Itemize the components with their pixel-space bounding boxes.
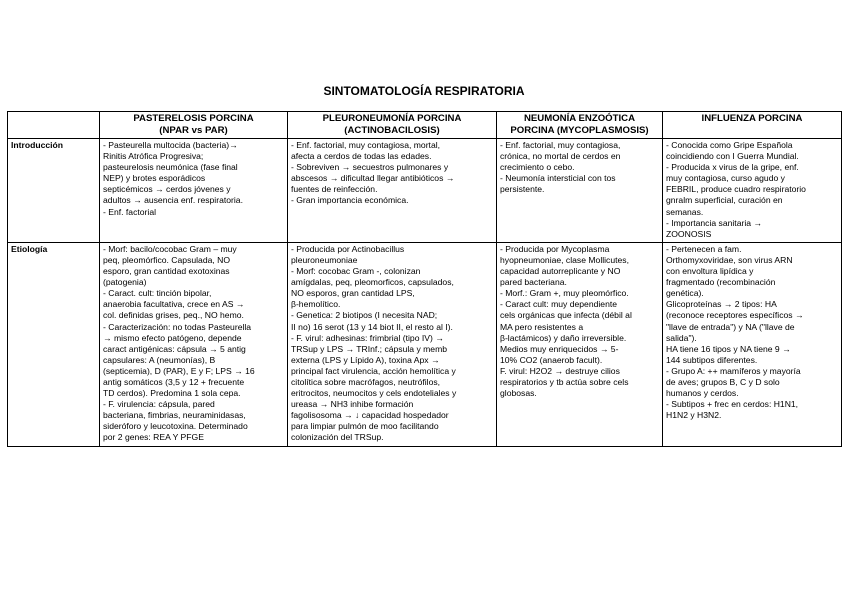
cell-text-line: β-lactámicos) y daño irreversible.: [500, 332, 627, 343]
cell-text-line: capsulares: A (neumonías), B: [103, 354, 216, 365]
cell-text-line: - Morf: bacilo/cocobac Gram – muy: [103, 243, 237, 254]
cell-text-line: por 2 genes: REA Y PFGE: [103, 432, 204, 443]
cell-text-line: respiratorios y tb actúa sobre cels: [500, 376, 629, 387]
cell-text-line: crónica, no mortal de cerdos en: [500, 151, 621, 162]
cell-text-line: MA pero resistentes a: [500, 321, 584, 332]
cell-text-line: (patogenia): [103, 277, 147, 288]
cell-text-line: - Gran importancia económica.: [291, 195, 409, 206]
cell-text-line: - Caract cult: muy dependiente: [500, 299, 618, 310]
cell-neumonia-enzootica: [497, 242, 663, 446]
cell-text-line: - Enf. factorial: [103, 206, 157, 217]
cell-text-line: caract antigénicas: cápsula → 5 antig: [103, 343, 246, 354]
cell-text-line: - Caract. cult: tinción bipolar,: [103, 288, 212, 299]
cell-text-line: - F. virul: adhesinas: frimbrial (tipo IV) →: [291, 332, 444, 343]
cell-text-line: gnralm superficial, curación en: [666, 195, 783, 206]
cell-text-line: citolítica sobre macrófagos, neutrófilos,: [291, 376, 441, 387]
cell-text-line: - Producida x virus de la gripe, enf.: [666, 162, 799, 173]
cell-text-line: - Producida por Actinobacillus: [291, 243, 405, 254]
header-cell-empty: [8, 112, 100, 139]
cell-text-line: Rinitis Atrófica Progresiva;: [103, 151, 204, 162]
cell-text-line: - Sobreviven → secuestros pulmonares y: [291, 162, 449, 173]
cell-text-line: afecta a cerdos de todas las edades.: [291, 151, 432, 162]
cell-text-line: NEP) y brotes esporádicos: [103, 173, 206, 184]
cell-influenza: [663, 139, 842, 243]
cell-text-line: HA tiene 16 tipos y NA tiene 9 →: [666, 343, 791, 354]
header-cell-influenza: INFLUENZA PORCINA: [663, 112, 842, 139]
cell-text-line: bacteriana, fimbrias, neuraminidasas,: [103, 410, 246, 421]
cell-text-line: Glicoproteínas → 2 tipos: HA: [666, 299, 777, 310]
cell-text-line: col. definidas grises, peq., NO hemo.: [103, 310, 244, 321]
cell-text-line: amígdalas, peq, pleomorficos, capsulados,: [291, 277, 454, 288]
cell-text-line: globosas.: [500, 388, 537, 399]
table-row: [8, 139, 842, 243]
cell-text-line: NO esporos, gran cantidad LPS,: [291, 288, 415, 299]
table-row: [8, 242, 842, 446]
cell-text-line: coincidiendo con I Guerra Mundial.: [666, 151, 799, 162]
cell-text-line: "llave de entrada") y NA ("llave de: [666, 321, 795, 332]
cell-text-line: FEBRIL, produce cuadro respiratorio: [666, 184, 806, 195]
cell-text-line: 144 subtipos diferentes.: [666, 354, 758, 365]
cell-text-line: II no) 16 serot (13 y 14 biot II, el resto al I).: [291, 321, 453, 332]
cell-text-line: semanas.: [666, 206, 704, 217]
row-label: Introducción: [8, 139, 100, 243]
cell-pasterelosis: [100, 242, 288, 446]
cell-text-line: pared bacteriana.: [500, 277, 567, 288]
cell-text-line: principal fact virulencia, acción hemolítica y: [291, 365, 456, 376]
cell-text-line: genética).: [666, 288, 704, 299]
cell-text-line: sideróforo y leucotoxina. Determinado: [103, 421, 248, 432]
cell-text-line: hyopneumoniae, clase Mollicutes,: [500, 254, 629, 265]
cell-text-line: con envoltura lipídica y: [666, 266, 754, 277]
cell-text-line: 10% CO2 (anaerob facult).: [500, 354, 603, 365]
cell-text-line: - Pasteurella multocida (bacteria)→: [103, 140, 238, 150]
cell-text-line: β-hemolítico.: [291, 299, 341, 310]
cell-text-line: persistente.: [500, 184, 545, 195]
cell-text-line: peq, pleomórfico. Capsulada, NO: [103, 254, 231, 265]
cell-text-line: anaerobia facultativa, crece en AS →: [103, 299, 245, 310]
cell-text-line: antig somáticos (3,5 y 12 + frecuente: [103, 376, 245, 387]
cell-text-line: - Enf. factorial, muy contagiosa, mortal,: [291, 140, 441, 150]
cell-text-line: - Genetica: 2 biotipos (I necesita NAD;: [291, 310, 438, 321]
header-cell-neumonia-enzootica: NEUMONÍA ENZOÓTICA PORCINA (MYCOPLASMOSIS): [497, 112, 663, 139]
row-label: Etiología: [8, 242, 100, 446]
cell-text-line: Medios muy enriquecidos → 5-: [500, 343, 619, 354]
cell-neumonia-enzootica: [497, 139, 663, 243]
header-cell-pasterelosis: PASTERELOSIS PORCINA (NPAR vs PAR): [100, 112, 288, 139]
cell-text-line: TD cerdos). Predomina 1 sola cepa.: [103, 388, 241, 399]
cell-text-line: - Conocida como Gripe Española: [666, 140, 793, 150]
cell-text-line: colonización del TRSup.: [291, 432, 384, 443]
cell-text-line: - Importancia sanitaria →: [666, 217, 762, 228]
cell-text-line: esporo, gran cantidad exotoxinas: [103, 266, 230, 277]
cell-text-line: ZOONOSIS: [666, 228, 712, 239]
cell-text-line: (septicemia), D (PAR), E y F; LPS → 16: [103, 365, 255, 376]
cell-text-line: pasteurelosis neumónica (fase final: [103, 162, 238, 173]
cell-text-line: capacidad autorreplicante y NO: [500, 266, 621, 277]
cell-text-line: F. virul: H2O2 → destruye cilios: [500, 365, 620, 376]
cell-text-line: abscesos → dificultad llegar antibióticos →: [291, 173, 455, 184]
cell-text-line: externa (LPS y Lípido A), toxina Apx →: [291, 354, 440, 365]
page-title: SINTOMATOLOGÍA RESPIRATORIA: [323, 84, 525, 98]
cell-text-line: ureasa → NH3 inhibe formación: [291, 399, 414, 410]
cell-text-line: - Caracterización: no todas Pasteurella: [103, 321, 252, 332]
cell-text-line: muy contagiosa, curso agudo y: [666, 173, 785, 184]
cell-text-line: - Enf. factorial, muy contagiosa,: [500, 140, 621, 150]
cell-text-line: fragmentado (recombinación: [666, 277, 776, 288]
cell-text-line: → mismo efecto patógeno, depende: [103, 332, 242, 343]
cell-text-line: - Morf: cocobac Gram -, colonizan: [291, 266, 421, 277]
cell-text-line: - Morf.: Gram +, muy pleomórfico.: [500, 288, 629, 299]
cell-text-line: - Grupo A: ++ mamíferos y mayoría: [666, 365, 801, 376]
cell-text-line: - Subtipos + frec en cerdos: H1N1,: [666, 399, 799, 410]
cell-text-line: pleuroneumoniae: [291, 254, 358, 265]
cell-text-line: - Producida por Mycoplasma: [500, 243, 610, 254]
cell-pleuroneumonia: [288, 139, 497, 243]
cell-influenza: [663, 242, 842, 446]
cell-text-line: - Neumonía intersticial con tos: [500, 173, 616, 184]
cell-text-line: crecimiento o cebo.: [500, 162, 575, 173]
table-header-row: [8, 112, 842, 139]
cell-text-line: eritrocitos, neumocitos y cels endoteliales y: [291, 388, 457, 399]
cell-text-line: fagolisosoma → ↓ capacidad hospedador: [291, 410, 449, 421]
cell-text-line: salida").: [666, 332, 697, 343]
cell-pleuroneumonia: [288, 242, 497, 446]
cell-text-line: Orthomyxoviridae, son virus ARN: [666, 254, 793, 265]
cell-text-line: cels orgánicas que infecta (débil al: [500, 310, 632, 321]
cell-text-line: fuentes de reinfección.: [291, 184, 378, 195]
cell-text-line: - F. virulencia: cápsula, pared: [103, 399, 215, 410]
cell-text-line: humanos y cerdos.: [666, 388, 739, 399]
cell-text-line: TRSup y LPS → TRInf.; cápsula y memb: [291, 343, 448, 354]
cell-text-line: septicémicos → cerdos jóvenes y: [103, 184, 231, 195]
cell-text-line: - Pertenecen a fam.: [666, 243, 742, 254]
cell-text-line: H1N2 y H3N2.: [666, 410, 722, 421]
cell-text-line: para limpiar pulmón de moo facilitando: [291, 421, 439, 432]
cell-text-line: de aves; grupos B, C y D solo: [666, 376, 780, 387]
cell-pasterelosis: [100, 139, 288, 243]
header-cell-pleuroneumonia: PLEURONEUMONÍA PORCINA (ACTINOBACILOSIS): [288, 112, 497, 139]
comparison-table: [7, 111, 842, 447]
cell-text-line: adultos → ausencia enf. respiratoria.: [103, 195, 243, 206]
cell-text-line: (reconoce receptores específicos →: [666, 310, 804, 321]
